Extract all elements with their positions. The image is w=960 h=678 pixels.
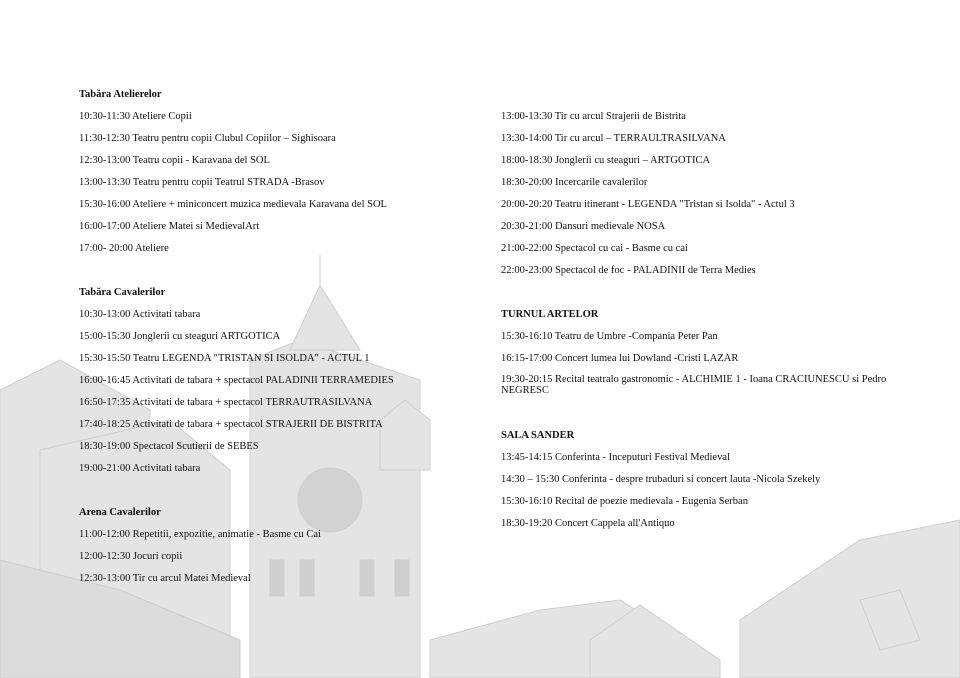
section-spacer: [501, 282, 911, 304]
schedule-item: 12:30-13:00 Tir cu arcul Matei Medieval: [79, 573, 251, 584]
schedule-item: 15:30-16:10 Recital de poezie medievala - Eugenia Serban: [501, 496, 748, 507]
schedule-item: 10:30-11:30 Ateliere Copii: [79, 111, 192, 122]
schedule-item: 21:00-22:00 Spectacol cu cai - Basme cu cai: [501, 243, 688, 254]
schedule-item: 13:00-13:30 Teatru pentru copii Teatrul STRADA -Brasov: [79, 177, 325, 188]
schedule-item: 19:00-21:00 Activitati tabara: [79, 463, 201, 474]
section-spacer: [501, 403, 911, 425]
section-title: SALA SANDER: [501, 430, 575, 441]
section-title: TURNUL ARTELOR: [501, 309, 599, 320]
schedule-item: 15:30-15:50 Teatru LEGENDA "TRISTAN SI ISOLDA" - ACTUL 1: [79, 353, 370, 364]
schedule-item: 13:45-14:15 Conferinta - Inceputuri Festival Medieval: [501, 452, 730, 463]
schedule-item: 11:00-12:00 Repetitii, expozitie, animatie - Basme cu Cai: [79, 529, 321, 540]
schedule-item: 12:00-12:30 Jocuri copii: [79, 551, 183, 562]
schedule-item: 18:30-19:00 Spectacol Scutierii de SEBES: [79, 441, 259, 452]
schedule-item: 15:30-16:00 Ateliere + miniconcert muzica medievala Karavana del SOL: [79, 199, 387, 210]
schedule-item: 17:40-18:25 Activitati de tabara + spectacol STRAJERII DE BISTRITA: [79, 419, 383, 430]
schedule-item: 16:15-17:00 Concert lumea lui Dowland -Cristi LAZAR: [501, 353, 739, 364]
right-column: [501, 106, 911, 535]
schedule-item: 20:00-20:20 Teatru itinerant - LEGENDA "Tristan si Isolda" - Actul 3: [501, 199, 795, 210]
schedule-item: 19:30-20:15 Recital teatralo gastronomic - ALCHIMIE 1 - Ioana CRACIUNESCU si Pedro NEGRESC: [501, 374, 887, 396]
schedule-item: 16:50-17:35 Activitati de tabara + spectacol TERRAUTRASILVANA: [79, 397, 373, 408]
schedule-item: 10:30-13:00 Activitati tabara: [79, 309, 201, 320]
section-title: Tabăra Cavalerilor: [79, 287, 166, 298]
schedule-item: 16:00-16:45 Activitati de tabara + spectacol PALADINII TERRAMEDIES: [79, 375, 394, 386]
schedule-item: 22:00-23:00 Spectacol de foc - PALADINII de Terra Medies: [501, 265, 756, 276]
section-spacer: [79, 480, 479, 502]
schedule-item: 13:30-14:00 Tir cu arcul – TERRAULTRASILVANA: [501, 133, 726, 144]
section-title: Arena Cavalerilor: [79, 507, 161, 518]
schedule-item: 20:30-21:00 Dansuri medievale NOSA: [501, 221, 666, 232]
schedule-item: 15:00-15:30 Jonglerii cu steaguri ARTGOTICA: [79, 331, 281, 342]
schedule-item: 17:00- 20:00 Ateliere: [79, 243, 169, 254]
schedule-item: 11:30-12:30 Teatru pentru copii Clubul Copiilor – Sighisoara: [79, 133, 336, 144]
schedule-item: 14:30 – 15:30 Conferinta - despre trubaduri si concert lauta -Nicola Szekely: [501, 474, 821, 485]
section-title: Tabăra Atelierelor: [79, 89, 162, 100]
schedule-item: 18:30-19:20 Concert Cappela all'Antiquo: [501, 518, 675, 529]
schedule-item: 13:00-13:30 Tir cu arcul Strajerii de Bistrita: [501, 111, 686, 122]
schedule-item: 12:30-13:00 Teatru copii - Karavana del SOL: [79, 155, 270, 166]
schedule-item: 18:00-18:30 Jonglerii cu steaguri – ARTGOTICA: [501, 155, 711, 166]
schedule-item: 16:00-17:00 Ateliere Matei si MedievalArt: [79, 221, 260, 232]
section-spacer: [79, 260, 479, 282]
schedule-item: 15:30-16:10 Teatru de Umbre -Compania Peter Pan: [501, 331, 718, 342]
left-column: [79, 84, 479, 590]
schedule-item: 18:30-20:00 Incercarile cavalerilor: [501, 177, 648, 188]
